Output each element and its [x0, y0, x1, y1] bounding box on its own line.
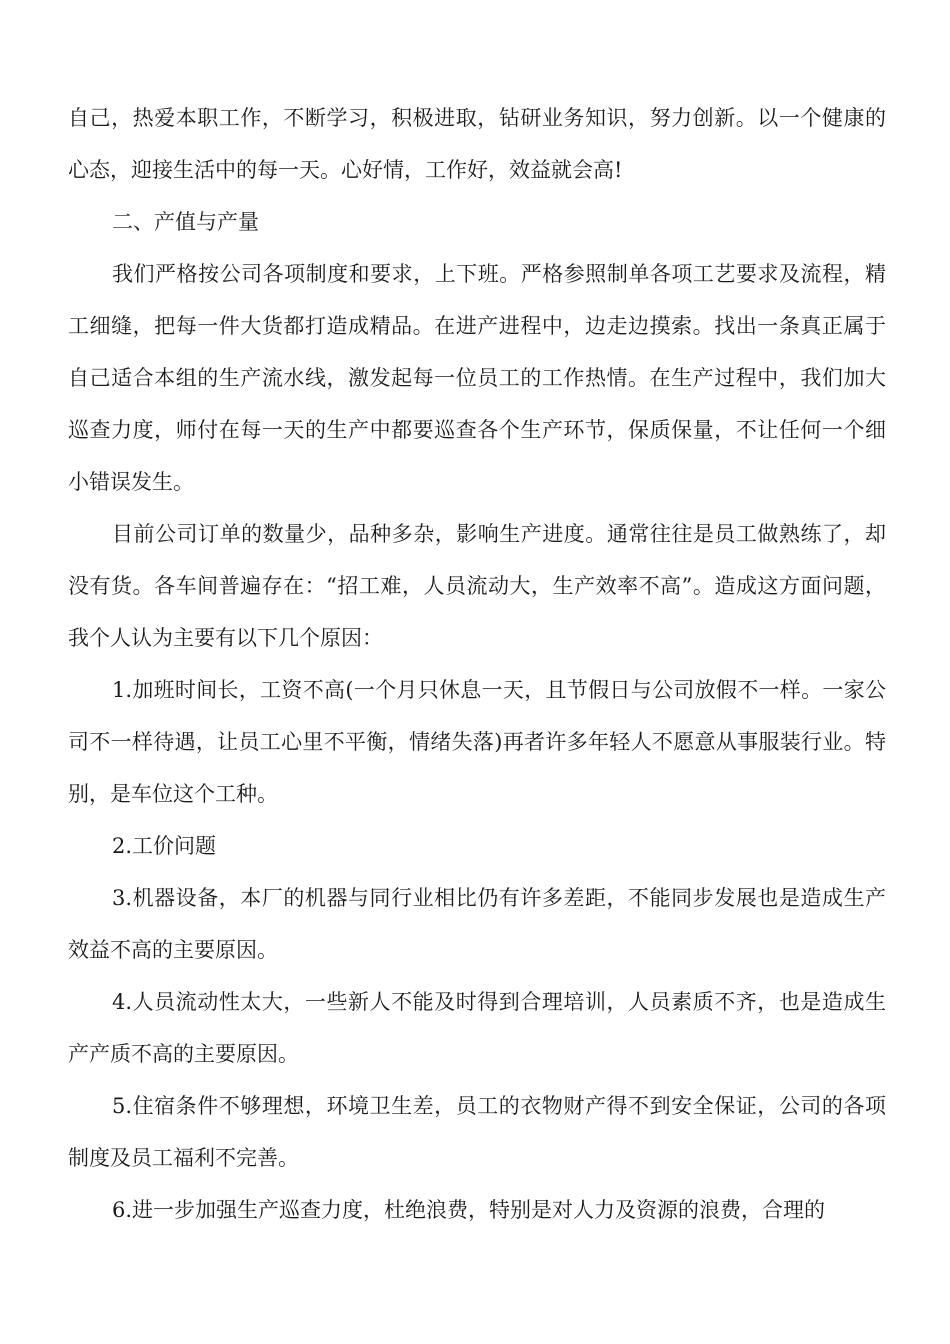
list-item: 1.加班时间长，工资不高(一个月只休息一天，且节假日与公司放假不一样。一家公司不一样待遇，让员工心里不平衡，情绪失落)再者许多年轻人不愿意从事服装行业。特别，是车位这个工种。: [68, 678, 886, 806]
document-body: [68, 92, 886, 1236]
paragraph: 目前公司订单的数量少，品种多杂，影响生产进度。通常往往是员工做熟练了，却没有货。各车间普遍存在：“招工难，人员流动大，生产效率不高”。造成这方面问题，我个人认为主要有以下几个原因：: [68, 522, 886, 650]
list-item: 6.进一步加强生产巡查力度，杜绝浪费，特别是对人力及资源的浪费，合理的: [112, 1198, 826, 1222]
section-heading: 二、产值与产量: [112, 210, 259, 234]
list-item: 3.机器设备，本厂的机器与同行业相比仍有许多差距，不能同步发展也是造成生产效益不高的主要原因。: [68, 886, 886, 962]
list-item: 4.人员流动性太大，一些新人不能及时得到合理培训，人员素质不齐，也是造成生产产质不高的主要原因。: [68, 990, 886, 1066]
paragraph-continuation: 自己，热爱本职工作，不断学习，积极进取，钻研业务知识，努力创新。以一个健康的心态，迎接生活中的每一天。心好情，工作好，效益就会高!: [68, 106, 886, 182]
list-item: 2.工价问题: [112, 834, 217, 858]
list-item: 5.住宿条件不够理想，环境卫生差，员工的衣物财产得不到安全保证，公司的各项制度及员工福利不完善。: [68, 1094, 886, 1170]
paragraph: 我们严格按公司各项制度和要求，上下班。严格参照制单各项工艺要求及流程，精工细缝，把每一件大货都打造成精品。在进产进程中，边走边摸索。找出一条真正属于自己适合本组的生产流水线，激发起每一位员工的工作热情。在生产过程中，我们加大巡查力度，师付在每一天的生产中都要巡查各个生产环节，保质保量，不让任何一个细小错误发生。: [68, 262, 886, 494]
